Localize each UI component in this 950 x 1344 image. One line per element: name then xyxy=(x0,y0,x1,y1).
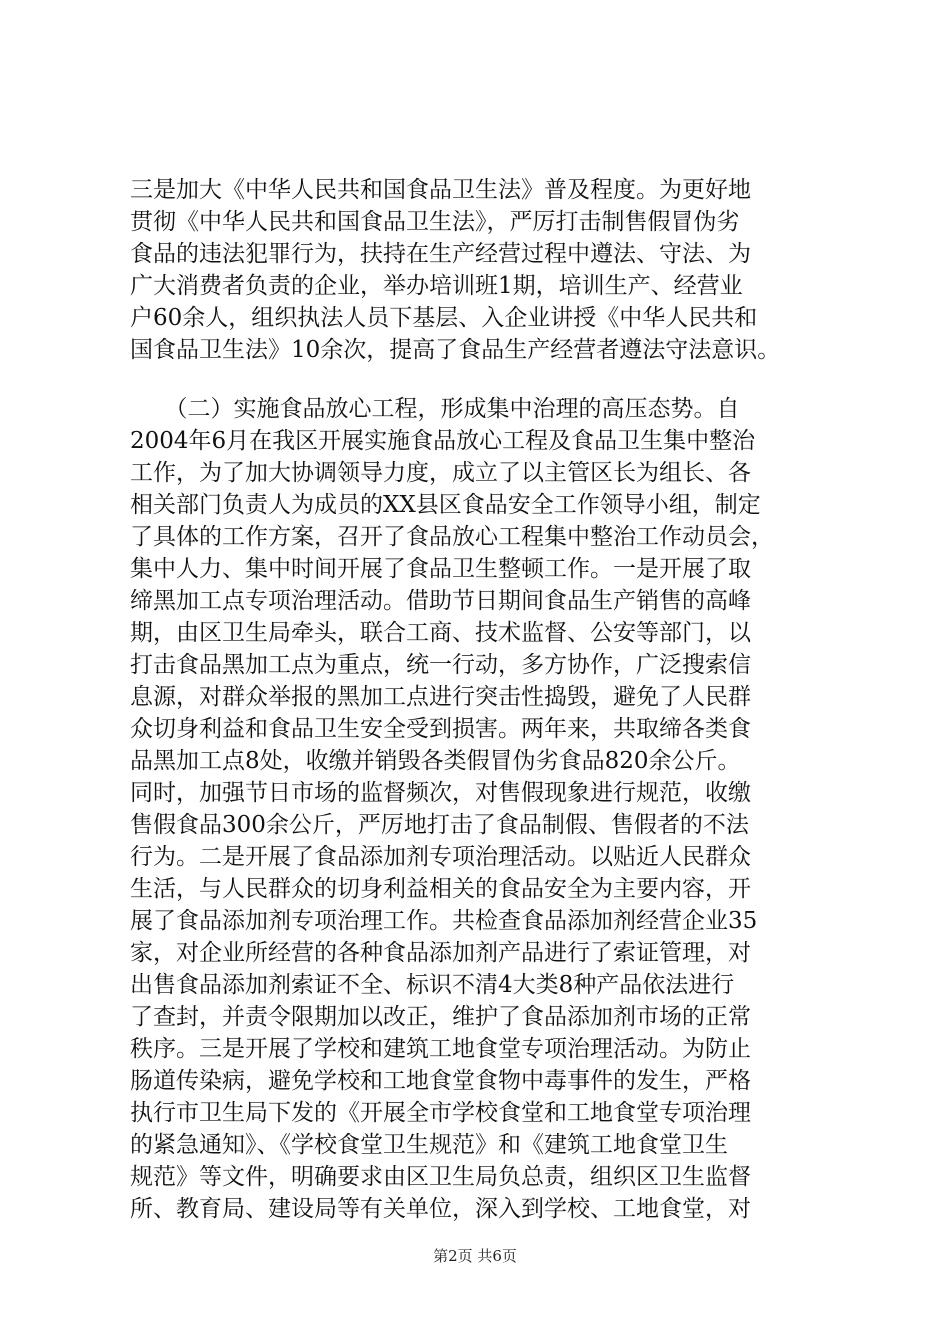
text-line: 工作，为了加大协调领导力度，成立了以主管区长为组长、各 xyxy=(130,460,751,486)
text-line: 秩序。三是开展了学校和建筑工地食堂专项治理活动。为防止 xyxy=(130,1036,751,1062)
paragraph-1 xyxy=(130,174,830,366)
text-line: 打击食品黑加工点为重点，统一行动，多方协作，广泛搜索信 xyxy=(130,652,751,678)
text-line: 家，对企业所经营的各种食品添加剂产品进行了索证管理，对 xyxy=(130,940,751,966)
text-line: 出售食品添加剂索证不全、标识不清4大类8种产品依法进行 xyxy=(130,972,735,998)
text-line: 贯彻《中华人民共和国食品卫生法》，严厉打击制售假冒伪劣 xyxy=(130,209,740,235)
text-line: 的紧急通知》、《学校食堂卫生规范》和《建筑工地食堂卫生 xyxy=(130,1132,728,1158)
text-line: 所、教育局、建设局等有关单位，深入到学校、工地食堂，对 xyxy=(130,1196,751,1222)
text-line: 同时，加强节日市场的监督频次，对售假现象进行规范，收缴 xyxy=(130,780,751,806)
text-line: 行为。二是开展了食品添加剂专项治理活动。以贴近人民群众 xyxy=(130,844,751,870)
text-line: 广大消费者负责的企业，举办培训班1期，培训生产、经营业 xyxy=(130,273,743,299)
text-line: 缔黑加工点专项治理活动。借助节日期间食品生产销售的高峰 xyxy=(130,588,751,614)
text-line: 集中人力、集中时间开展了食品卫生整顿工作。一是开展了取 xyxy=(130,556,751,582)
text-line: 生活，与人民群众的切身利益相关的食品安全为主要内容，开 xyxy=(130,876,751,902)
text-line: 期，由区卫生局牵头，联合工商、技术监督、公安等部门，以 xyxy=(130,620,751,646)
text-line: 了具体的工作方案，召开了食品放心工程集中整治工作动员会， xyxy=(130,524,774,550)
text-line: 品黑加工点8处，收缴并销毁各类假冒伪劣食品820余公斤。 xyxy=(130,748,741,774)
text-line: 执行市卫生局下发的《开展全市学校食堂和工地食堂专项治理 xyxy=(130,1100,751,1126)
text-line: 售假食品300余公斤，严厉地打击了食品制假、售假者的不法 xyxy=(130,812,749,838)
text-line: 展了食品添加剂专项治理工作。共检查食品添加剂经营企业35 xyxy=(130,908,758,934)
text-line: 众切身利益和食品卫生安全受到损害。两年来，共取缔各类食 xyxy=(130,716,751,742)
text-line: 规范》等文件，明确要求由区卫生局负总责，组织区卫生监督 xyxy=(130,1164,751,1190)
paragraph-2 xyxy=(130,393,830,1225)
text-line: （二）实施食品放心工程，形成集中治理的高压态势。自 xyxy=(130,396,740,422)
text-line: 户60余人，组织执法人员下基层、入企业讲授《中华人民共和 xyxy=(130,305,758,331)
text-line: 肠道传染病，避免学校和工地食堂食物中毒事件的发生，严格 xyxy=(130,1068,751,1094)
text-line: 国食品卫生法》10余次，提高了食品生产经营者遵法守法意识。 xyxy=(130,337,781,363)
text-line: 了查封，并责令限期加以改正，维护了食品添加剂市场的正常 xyxy=(130,1004,751,1030)
text-line: 食品的违法犯罪行为，扶持在生产经营过程中遵法、守法、为 xyxy=(130,241,751,267)
text-line: 息源，对群众举报的黑加工点进行突击性捣毁，避免了人民群 xyxy=(130,684,751,710)
text-line: 三是加大《中华人民共和国食品卫生法》普及程度。为更好地 xyxy=(130,177,751,203)
page-number-footer: 第2页 共6页 xyxy=(433,1247,517,1265)
text-line: 2004年6月在我区开展实施食品放心工程及食品卫生集中整治 xyxy=(130,428,756,454)
text-line: 相关部门负责人为成员的XX县区食品安全工作领导小组，制定 xyxy=(130,492,761,518)
